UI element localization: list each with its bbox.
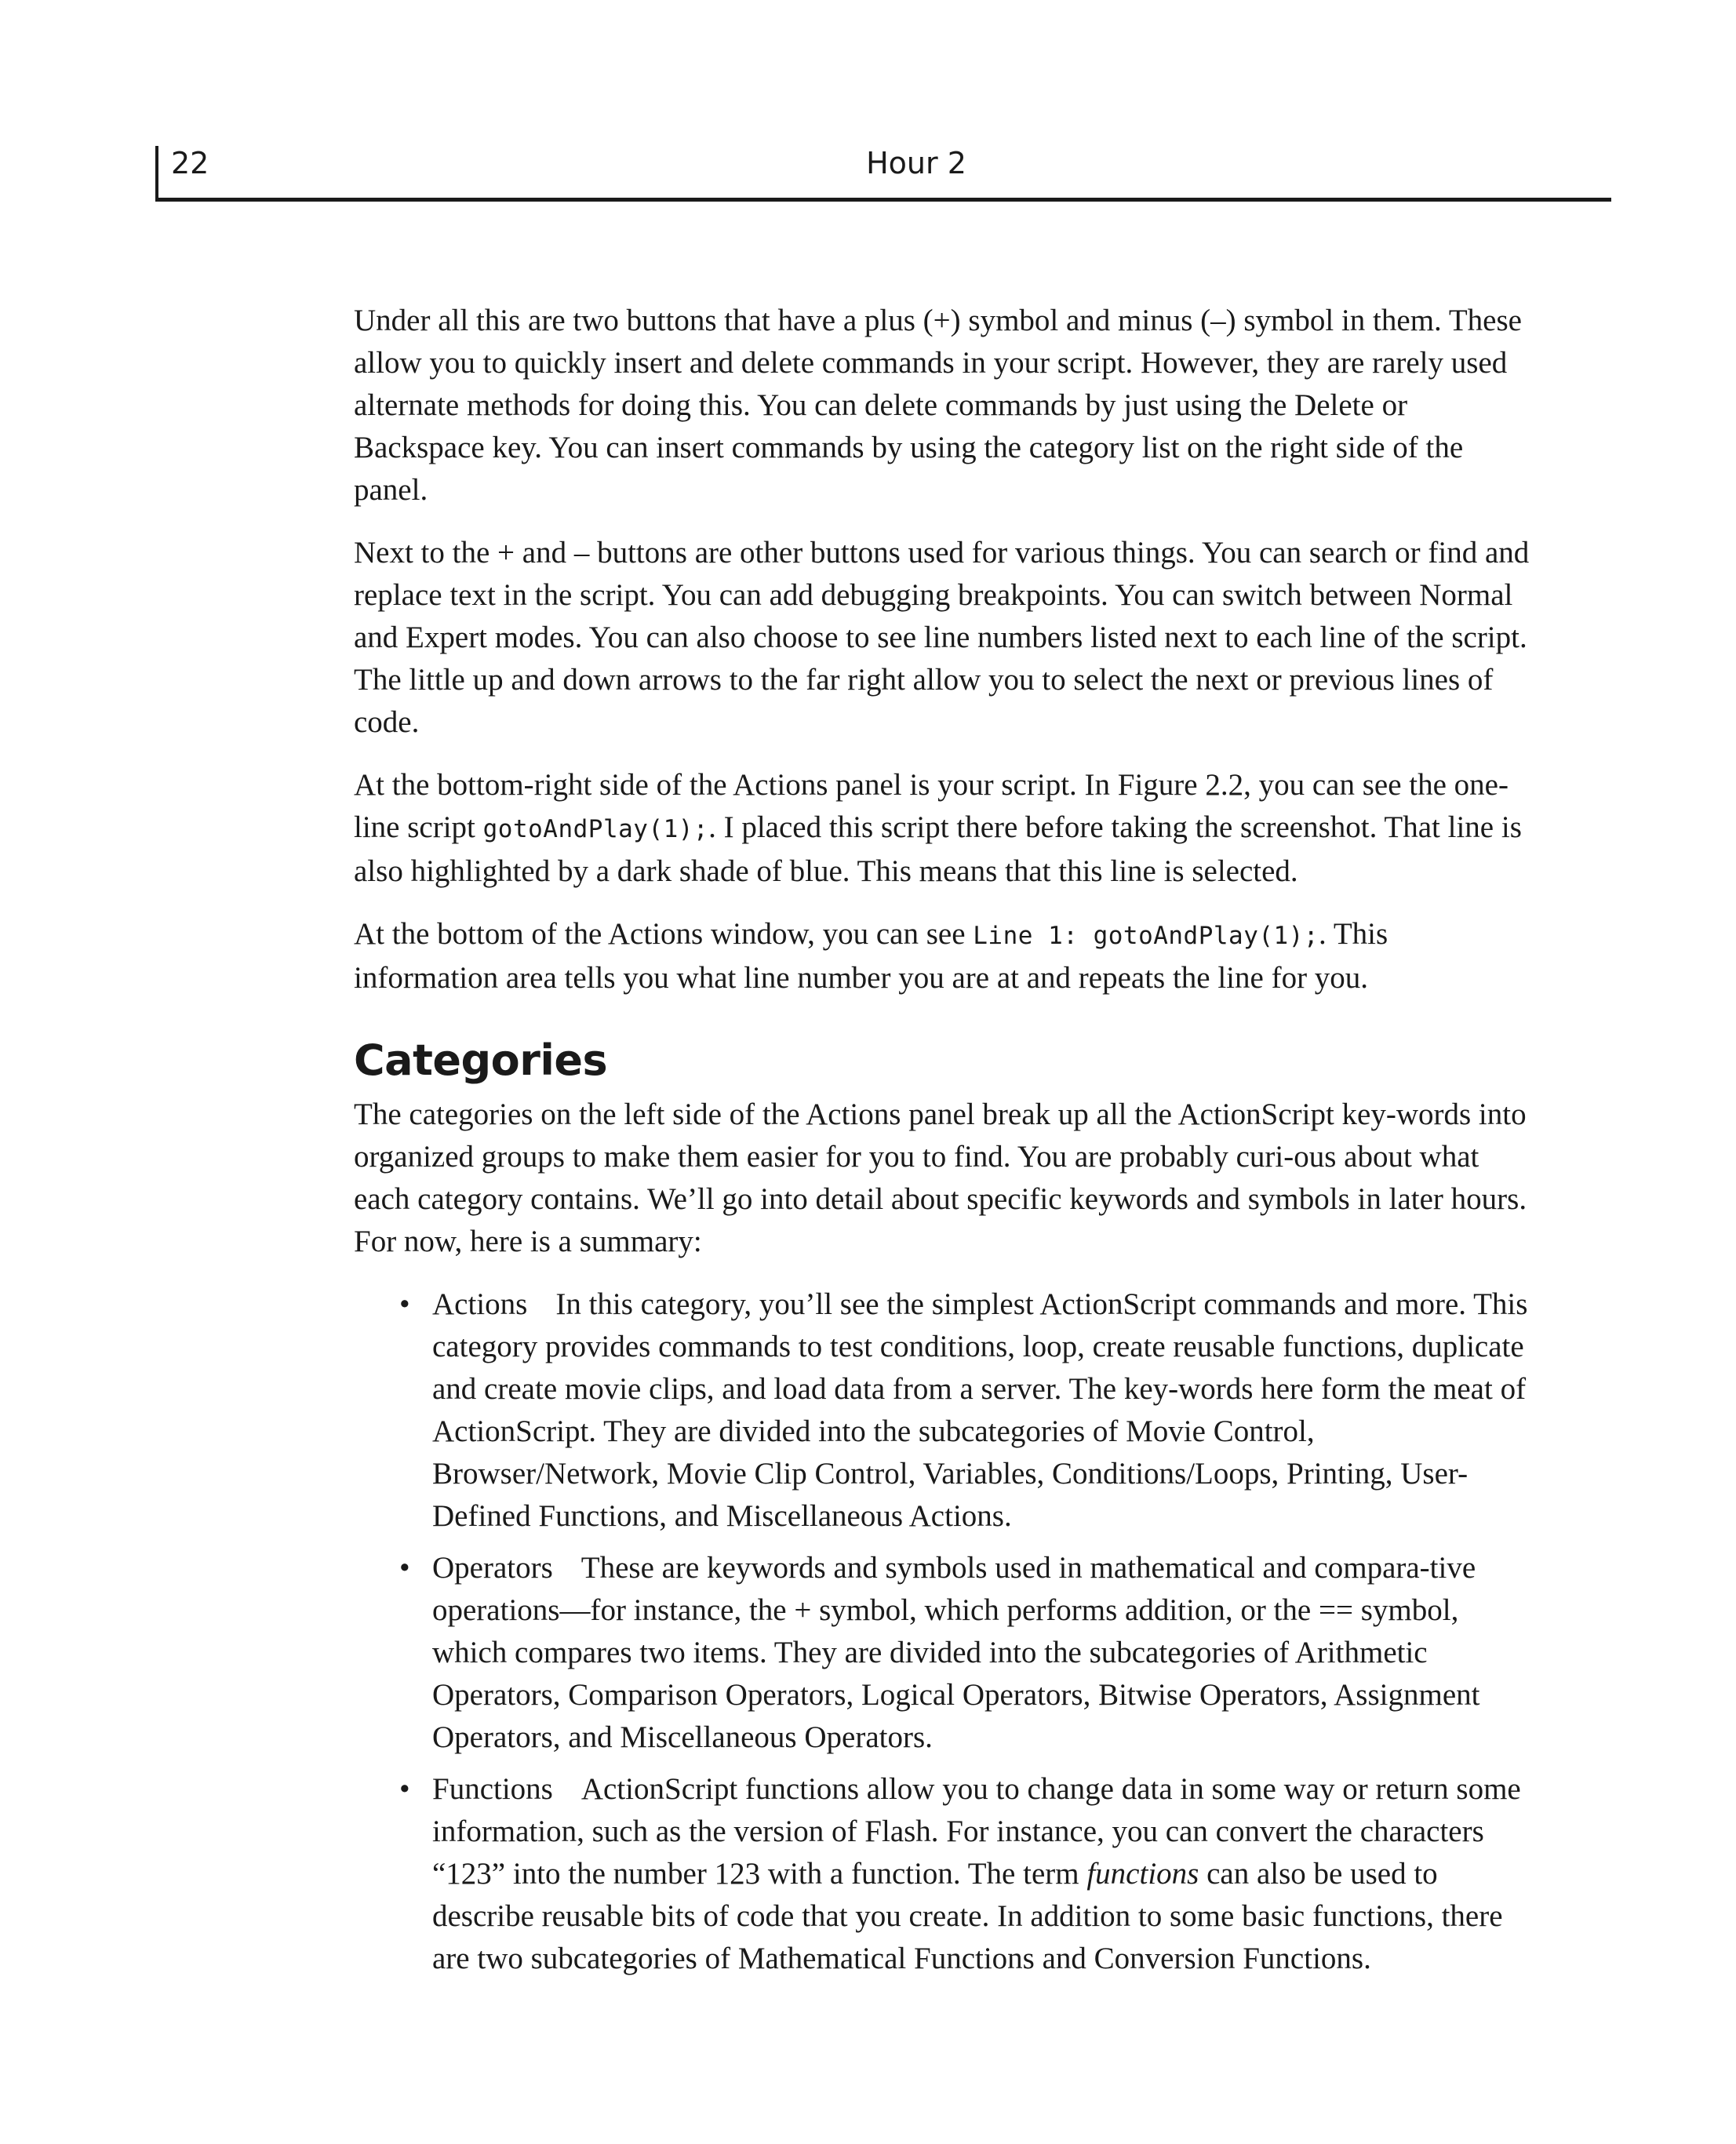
paragraph-text: . This information area tells you what line number you are at and repeats the line for you. xyxy=(354,917,1388,995)
category-list xyxy=(354,1283,1530,1980)
list-item-text: ActionScript functions allow you to change data in some way or return some information, such as the version of Flash. For instance, you can convert the characters “123” into the number 123 with a function. The term xyxy=(432,1772,1521,1891)
list-item-text: can also be used to describe reusable bits of code that you create. In addition to some basic functions, there are two subcategories of Mathematical Functions and Conversion Functions. xyxy=(432,1857,1503,1975)
paragraph-text: . I placed this script there before taking the screenshot. That line is also highlighted by a dark shade of blue. This means that this line is selected. xyxy=(354,810,1522,888)
paragraph-info-area xyxy=(354,913,1530,999)
list-item-term: Actions xyxy=(432,1287,528,1321)
list-item-term: Operators xyxy=(432,1551,553,1585)
paragraph-text: At the bottom-right side of the Actions panel is your script. In Figure 2.2, you can see the one-line script xyxy=(354,768,1509,844)
bullet-icon: • xyxy=(399,1551,410,1585)
paragraph-plus-minus-buttons: Under all this are two buttons that have a plus (+) symbol and minus (–) symbol in them. These allow you to quickly insert and delete commands in your script. However, they are rarely used alternate methods for doing this. You can delete commands by just using the Delete or Backspace key. You can insert commands by using the category list on the right side of the panel. xyxy=(354,304,1522,507)
paragraph-other-buttons: Next to the + and – buttons are other buttons used for various things. You can search or find and replace text in the script. You can add debugging breakpoints. You can switch between Normal and Expert modes. You can also choose to see line numbers listed next to each line of the script. The little up and down arrows to the far right allow you to select the next or previous lines of code. xyxy=(354,536,1530,739)
list-item-text: These are keywords and symbols used in mathematical and compara-tive operations—for instance, the + symbol, which performs addition, or the == symbol, which compares two items. They are divided into the subcategories of Arithmetic Operators, Comparison Operators, Logical Operators, Bitwise Operators, Assignment Operators, and Miscellaneous Operators. xyxy=(432,1551,1480,1754)
paragraph-categories-intro: The categories on the left side of the Actions panel break up all the ActionScript key-words into organized groups to make them easier for you to find. You are probably curi-ous about what each category contains. We’ll go into detail about specific keywords and symbols in later hours. For now, here is a summary: xyxy=(354,1097,1527,1258)
bullet-icon: • xyxy=(399,1772,410,1806)
paragraph-text: At the bottom of the Actions window, you can see xyxy=(354,917,974,951)
list-item-term: Functions xyxy=(432,1772,553,1806)
list-item-functions xyxy=(354,1768,1530,1980)
bullet-icon: • xyxy=(399,1287,410,1321)
italic-term: functions xyxy=(1086,1857,1199,1891)
running-head: Hour 2 xyxy=(866,146,966,180)
list-item-actions xyxy=(354,1283,1530,1538)
code-snippet: Line 1: gotoAndPlay(1); xyxy=(973,922,1319,950)
page-number: 22 xyxy=(171,146,209,180)
code-snippet: gotoAndPlay(1); xyxy=(482,815,709,843)
list-item-operators xyxy=(354,1547,1530,1759)
list-item-text: In this category, you’ll see the simplest ActionScript commands and more. This category provides commands to test conditions, loop, create reusable functions, duplicate and create movie clips, and load data from a server. The key-words here form the meat of ActionScript. They are divided into the subcategories of Movie Control, Browser/Network, Movie Clip Control, Variables, Conditions/Loops, Printing, User-Defined Functions, and Miscellaneous Actions. xyxy=(432,1287,1528,1533)
page-header xyxy=(155,146,1611,202)
paragraph-script-area xyxy=(354,764,1530,893)
page-body xyxy=(354,300,1530,1989)
section-heading-categories: Categories xyxy=(354,1036,608,1085)
